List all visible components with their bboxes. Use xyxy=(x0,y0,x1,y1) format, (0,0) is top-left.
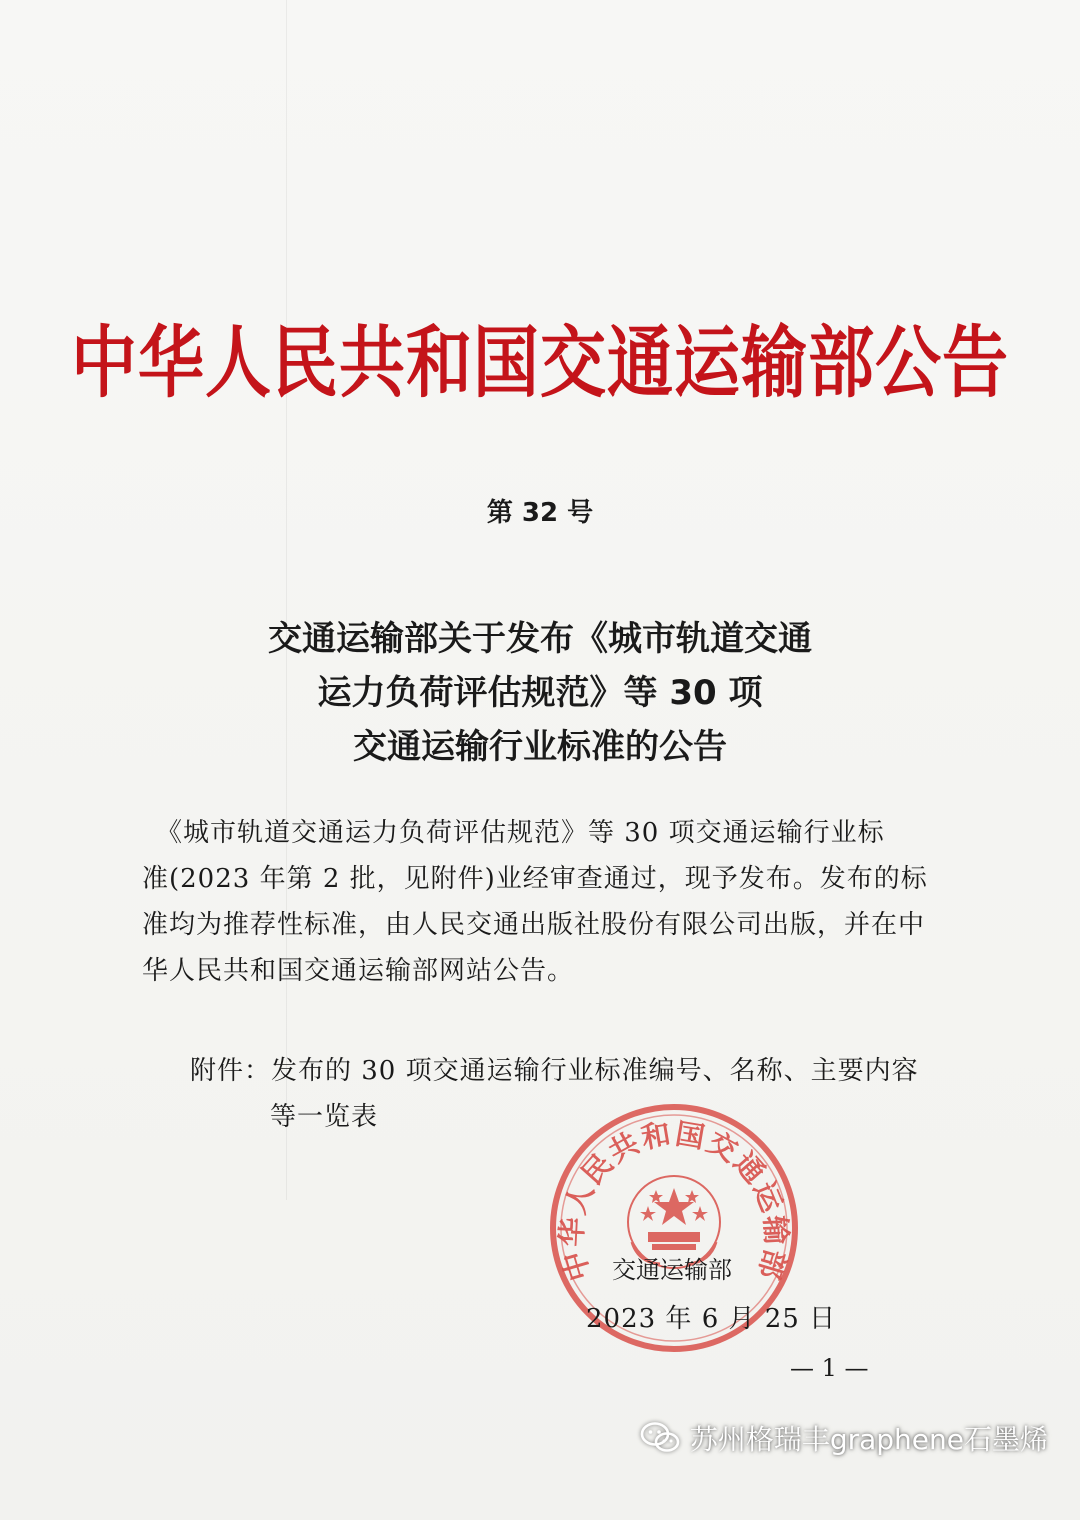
paper-crease xyxy=(286,0,287,1200)
body-paragraph xyxy=(142,810,932,994)
wechat-icon xyxy=(640,1421,680,1455)
watermark-text: 苏州格瑞丰graphene石墨烯 xyxy=(689,1423,1048,1456)
attachment-line: 附件：发布的 30 项交通运输行业标准编号、名称、主要内容 xyxy=(190,1056,919,1086)
body-line: 《城市轨道交通运力负荷评估规范》等 30 项交通运输行业标 xyxy=(142,818,885,848)
attachment-line: 等一览表 xyxy=(270,1102,379,1132)
seal-ring-text: 中华人民共和国交通运输部 xyxy=(554,1116,794,1285)
body-line: 准(2023 年第 2 批，见附件)业经审查通过，现予发布。发布的标 xyxy=(142,864,928,894)
document-number: 第 32 号 xyxy=(486,498,594,528)
watermark xyxy=(640,1418,1048,1458)
issue-date: 2023 年 6 月 25 日 xyxy=(586,1304,837,1334)
title-line: 运力负荷评估规范》等 30 项 xyxy=(317,673,763,713)
body-line: 准均为推荐性标准，由人民交通出版社股份有限公司出版，并在中 xyxy=(142,910,926,940)
announcement-title xyxy=(0,612,1080,774)
title-line: 交通运输行业标准的公告 xyxy=(353,727,727,767)
announcement-header: 中华人民共和国交通运输部公告 xyxy=(71,316,1009,409)
signer: 交通运输部 xyxy=(612,1256,732,1284)
title-line: 交通运输部关于发布《城市轨道交通 xyxy=(268,619,812,659)
page-number: — 1 — xyxy=(790,1354,869,1382)
body-line: 华人民共和国交通运输部网站公告。 xyxy=(142,956,575,986)
